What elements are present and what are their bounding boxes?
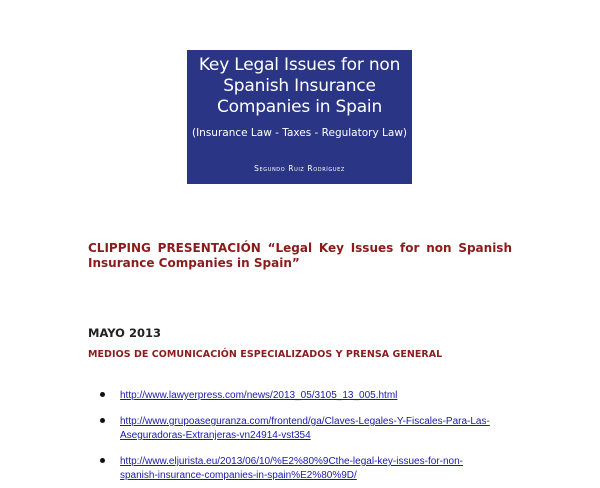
book-cover-image (187, 50, 412, 184)
link-eljurista[interactable]: http://www.eljurista.eu/2013/06/10/%E2%80%9Cthe-legal-key-issues-for-non- (120, 456, 463, 467)
link-grupoaseguranza[interactable]: http://www.grupoaseguranza.com/frontend/ga/Claves-Legales-Y-Fiscales-Para-Las- (120, 416, 490, 427)
media-heading: MEDIOS DE COMUNICACIÓN ESPECIALIZADOS Y PRENSA GENERAL (88, 349, 443, 360)
bullet-icon (100, 418, 105, 423)
cover-author: Segundo Ruiz Rodríguez (254, 164, 345, 173)
link-grupoaseguranza-cont[interactable]: Aseguradoras-Extranjeras-vn24914-vst354 (120, 430, 311, 441)
bullet-icon (100, 458, 105, 463)
cover-title: Key Legal Issues for non Spanish Insurance Companies in Spain (198, 55, 401, 117)
link-eljurista-cont[interactable]: spanish-insurance-companies-in-spain%E2%80%9D/ (120, 470, 357, 481)
link-lawyerpress[interactable]: http://www.lawyerpress.com/news/2013_05/3105_13_005.html (120, 390, 398, 401)
month-heading: MAYO 2013 (88, 326, 161, 340)
bullet-icon (100, 392, 105, 397)
cover-subtitle: (Insurance Law - Taxes - Regulatory Law) (191, 127, 407, 139)
clipping-heading: CLIPPING PRESENTACIÓN “Legal Key Issues for non Spanish Insurance Companies in Spain” (88, 241, 512, 270)
